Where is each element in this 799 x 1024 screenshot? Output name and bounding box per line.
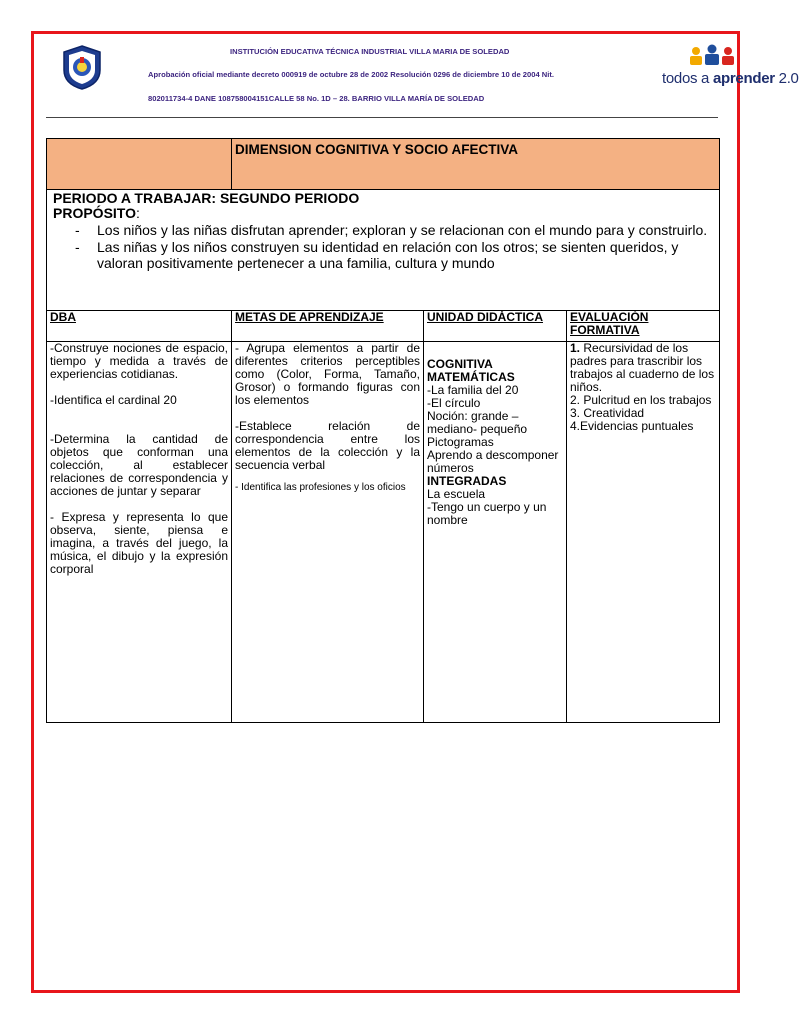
unit-item: Pictogramas [427,435,494,449]
column-header-row [47,311,720,342]
unit-item: Noción: grande – mediano- pequeño [427,409,528,436]
institution-name: INSTITUCIÓN EDUCATIVA TÉCNICA INDUSTRIAL VILLA MARIA DE SOLEDAD [230,47,510,56]
unit-item: -El círculo [427,396,481,410]
title-empty-cell [47,139,232,190]
period-heading: PERIODO A TRABAJAR: SEGUNDO PERIODO [53,190,360,206]
column-header-dba [47,311,232,342]
purpose-item: - Las niñas y los niños construyen su identidad en relación con los otros; se sienten queridos, y valoran positivamente pertenecer a una familia, cultura y mundo [97,239,713,271]
meta-item: -Establece relación de correspondencia entre los elementos de la colección y la secuencia verbal [235,419,420,472]
content-row [47,342,720,723]
logo-accent: aprender [712,70,775,87]
school-seal-icon [60,44,104,90]
evaluation-text: 2. Pulcritud en los trabajos [570,393,712,407]
purpose-heading [53,206,713,221]
evaluation-text: 3. Creatividad [570,406,645,420]
logo-suffix: 2.0 [774,70,799,87]
purpose-list [53,222,713,271]
evaluation-text: 4.Evidencias puntuales [570,419,694,433]
meta-item: - Identifica las profesiones y los oficios [235,482,406,493]
dimension-title: DIMENSION COGNITIVA Y SOCIO AFECTIVA [235,142,519,157]
evaluation-item [570,420,716,433]
title-cell [232,139,720,190]
unit-item: La escuela [427,487,486,501]
column-header-label: METAS DE APRENDIZAJE [235,310,384,324]
logo-prefix: todos a [662,70,713,87]
unidad-cell [424,342,567,723]
column-header-label: EVALUACIÓN FORMATIVA [570,310,649,337]
evaluation-text: Recursividad de los padres para trascribir los trabajos al cuaderno de los niños. [570,341,715,394]
dba-item: -Construye nociones de espacio, tiempo y medida a través de experiencias cotidianas. [50,341,228,381]
address-text: 802011734-4 DANE 108758004151CALLE 58 No. 1D – 28. BARRIO VILLA MARÍA DE SOLEDAD [148,94,485,103]
unit-heading: COGNITIVA [427,357,493,371]
unit-heading: INTEGRADAS [427,474,507,488]
column-header-unidad [424,311,567,342]
column-header-evaluacion [567,311,720,342]
purpose-label: PROPÓSITO [53,205,136,221]
dba-cell [47,342,232,723]
unit-item: -Tengo un cuerpo y un nombre [427,500,547,527]
evaluation-item [570,342,716,394]
meta-item: - Agrupa elementos a partir de diferentes criterios perceptibles como (Color, Forma, Tamaño, Grosor) o formando figuras con los elementos [235,341,420,407]
unit-item: -La familia del 20 [427,383,519,397]
dba-item: -Determina la cantidad de objetos que conforman una colección, al establecer relaciones de correspondencia y acciones de juntar y separar [50,432,228,498]
evaluation-number: 1. [570,341,581,355]
lesson-plan-table [46,138,720,723]
logo-wordmark [662,70,799,87]
dba-item: - Expresa y representa lo que observa, siente, piensa e imagina, a través del juego, la música, el dibujo y la expresión corporal [50,510,228,576]
header-divider [46,117,718,118]
column-header-metas [232,311,424,342]
column-header-label: UNIDAD DIDÁCTICA [427,310,543,324]
title-row [47,139,720,190]
period-cell [47,190,720,311]
unit-heading: MATEMÁTICAS [427,370,515,384]
metas-cell [232,342,424,723]
dba-item: -Identifica el cardinal 20 [50,393,177,407]
unit-item: Aprendo a descomponer números [427,448,559,475]
purpose-item: - Los niños y las niñas disfrutan aprender; exploran y se relacionan con el mundo para y construirlo. [97,222,713,238]
column-header-label: DBA [50,310,76,324]
purpose-colon: : [135,205,140,221]
evaluacion-cell [567,342,720,723]
approval-text: Aprobación oficial mediante decreto 000919 de octubre 28 de 2002 Resolución 0296 de diciembre 10 de 2004 Nit. [148,70,555,79]
